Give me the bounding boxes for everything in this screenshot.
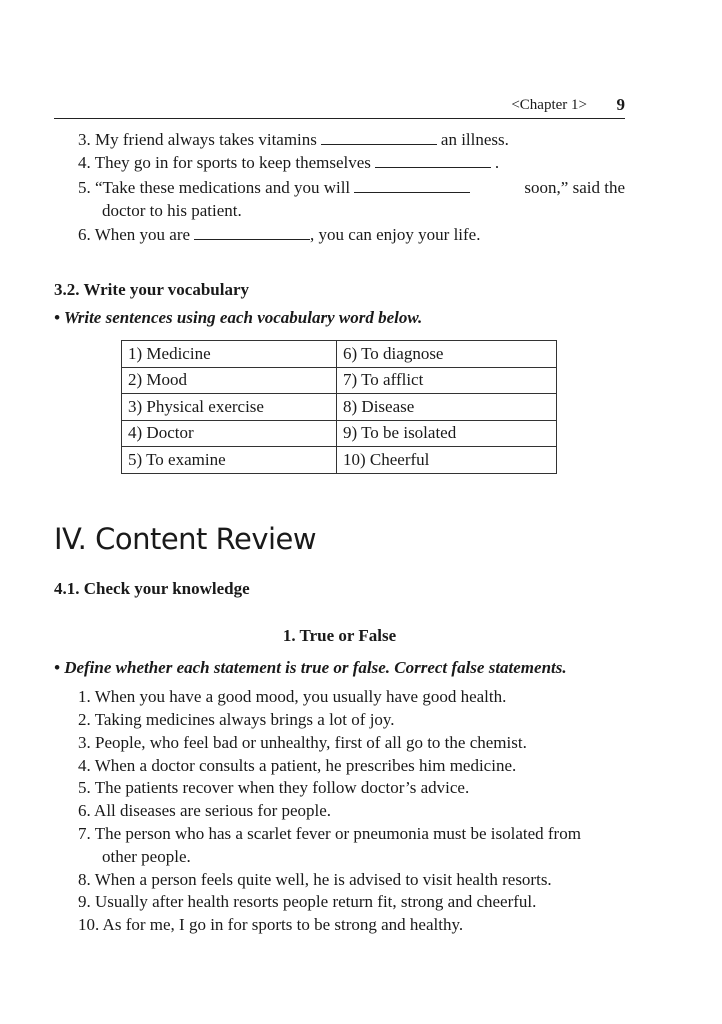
fill-item-6: 6. When you are , you can enjoy your life. [78,225,481,244]
statement-6: 6. All diseases are serious for people. [78,801,332,820]
fill-item-4: 4. They go in for sports to keep themselves . [78,153,500,172]
statement-10: 10. As for me, I go in for sports to be strong and healthy. [78,915,464,934]
table-cell: 4) Doctor [122,420,337,447]
table-row [122,447,557,474]
table-cell: 6) To diagnose [337,341,557,368]
table-row [122,420,557,447]
statement-7-continued: other people. [102,847,191,866]
statement-2: 2. Taking medicines always brings a lot of joy. [78,710,395,729]
page-header [54,96,625,119]
statement-1: 1. When you have a good mood, you usually have good health. [78,687,507,706]
statement-4: 4. When a doctor consults a patient, he prescribes him medicine. [78,756,517,775]
vocabulary-table [121,340,557,474]
table-cell: 1) Medicine [122,341,337,368]
table-cell: 7) To afflict [337,367,557,394]
answer-blank [321,132,437,145]
table-cell: 10) Cheerful [337,447,557,474]
fill-item-5: 5. “Take these medications and you will soon,” said the [78,178,625,197]
chapter-label: <Chapter 1> [511,97,587,113]
vocabulary-heading: 3.2. Write your vocabulary [54,280,250,299]
statement-8: 8. When a person feels quite well, he is advised to visit health resorts. [78,870,552,889]
statement-3: 3. People, who feel bad or unhealthy, first of all go to the chemist. [78,733,527,752]
answer-blank [194,227,310,240]
fill-item-5-continued: doctor to his patient. [102,201,242,220]
table-cell: 5) To examine [122,447,337,474]
exercise-instruction: • Define whether each statement is true or false. Correct false statements. [54,658,567,677]
fill-item-3: 3. My friend always takes vitamins an illness. [78,130,509,149]
table-cell: 3) Physical exercise [122,394,337,421]
vocabulary-instruction: • Write sentences using each vocabulary word below. [54,308,423,327]
table-row [122,367,557,394]
table-row [122,394,557,421]
exercise-title: 1. True or False [282,626,397,645]
statement-5: 5. The patients recover when they follow doctor’s advice. [78,778,470,797]
section-title: IV. Content Review [54,522,317,556]
statement-7: 7. The person who has a scarlet fever or pneumonia must be isolated from [78,824,581,843]
table-cell: 2) Mood [122,367,337,394]
table-cell: 8) Disease [337,394,557,421]
statement-9: 9. Usually after health resorts people return fit, strong and cheerful. [78,892,537,911]
answer-blank [354,180,470,193]
table-cell: 9) To be isolated [337,420,557,447]
table-row [122,341,557,368]
knowledge-heading: 4.1. Check your knowledge [54,579,250,598]
page-number: 9 [616,95,625,114]
answer-blank [375,155,491,168]
